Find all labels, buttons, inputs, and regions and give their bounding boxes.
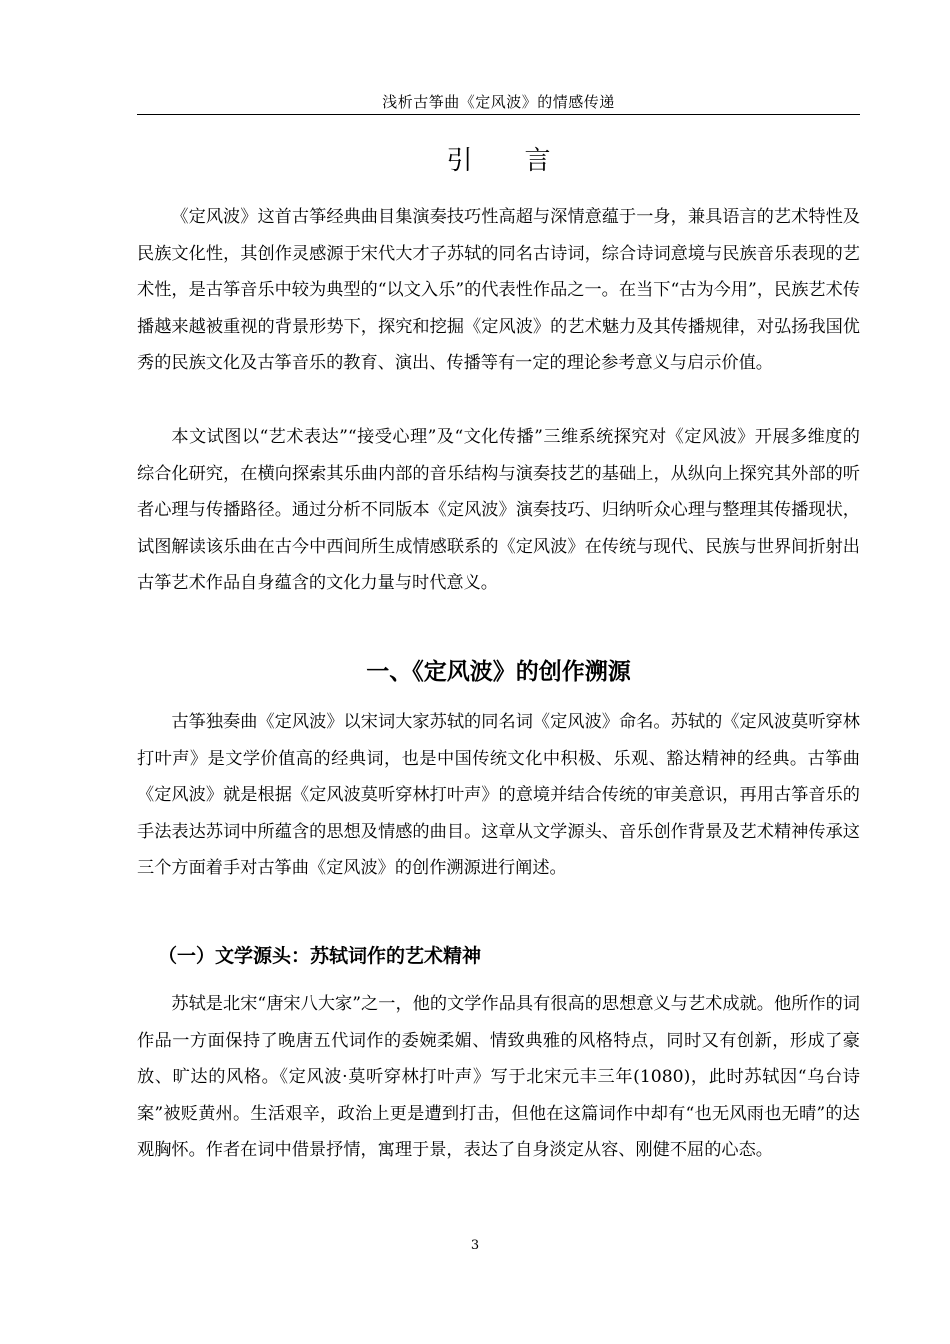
header-rule [137,114,860,115]
subsection-1-paragraph: 苏轼是北宋“唐宋八大家”之一，他的文学作品具有很高的思想意义与艺术成就。他所作的词作品一方面保持了晚唐五代词作的委婉柔媚、情致典雅的风格特点，同时又有创新，形成了豪放、旷达的风格。《定风波·莫听穿林打叶声》写于北宋元丰三年(1080)，此时苏轼因“乌台诗案”被贬黄州。生活艰辛，政治上更是遭到打击，但他在这篇词作中却有“也无风雨也无晴”的达观胸怀。作者在词中借景抒情，寓理于景，表达了自身淡定从容、刚健不屈的心态。 [137,994,860,1161]
intro-paragraph-2: 本文试图以“艺术表达”“接受心理”及“文化传播”三维系统探究对《定风波》开展多维度的综合化研究，在横向探索其乐曲内部的音乐结构与演奏技艺的基础上，从纵向上探究其外部的听者心理与传播路径。通过分析不同版本《定风波》演奏技巧、归纳听众心理与整理其传播现状，试图解读该乐曲在古今中西间所生成情感联系的《定风波》在传统与现代、民族与世界间折射出古筝艺术作品自身蕴含的文化力量与时代意义。 [137,427,860,594]
running-header-title: 浅析古筝曲《定风波》的情感传递 [382,93,615,111]
intro-heading: 引言 [446,146,603,176]
subsection-1-heading: （一）文学源头：苏轼词作的艺术精神 [158,945,482,967]
page-number: 3 [470,1238,480,1253]
intro-paragraph-1: 《定风波》这首古筝经典曲目集演奏技巧性高超与深情意蕴于一身，兼具语言的艺术特性及民族文化性，其创作灵感源于宋代大才子苏轼的同名古诗词，综合诗词意境与民族音乐表现的艺术性，是古筝音乐中较为典型的“以文入乐”的代表性作品之一。在当下“古为今用”，民族艺术传播越来越被重视的背景形势下，探究和挖掘《定风波》的艺术魅力及其传播规律，对弘扬我国优秀的民族文化及古筝音乐的教育、演出、传播等有一定的理论参考意义与启示价值。 [137,207,860,374]
section-1-paragraph: 古筝独奏曲《定风波》以宋词大家苏轼的同名词《定风波》命名。苏轼的《定风波莫听穿林打叶声》是文学价值高的经典词，也是中国传统文化中积极、乐观、豁达精神的经典。古筝曲《定风波》就是根据《定风波莫听穿林打叶声》的意境并结合传统的审美意识，再用古筝音乐的手法表达苏词中所蕴含的思想及情感的曲目。这章从文学源头、音乐创作背景及艺术精神传承这三个方面着手对古筝曲《定风波》的创作溯源进行阐述。 [137,712,860,879]
section-1-heading: 一、《定风波》的创作溯源 [366,659,631,685]
